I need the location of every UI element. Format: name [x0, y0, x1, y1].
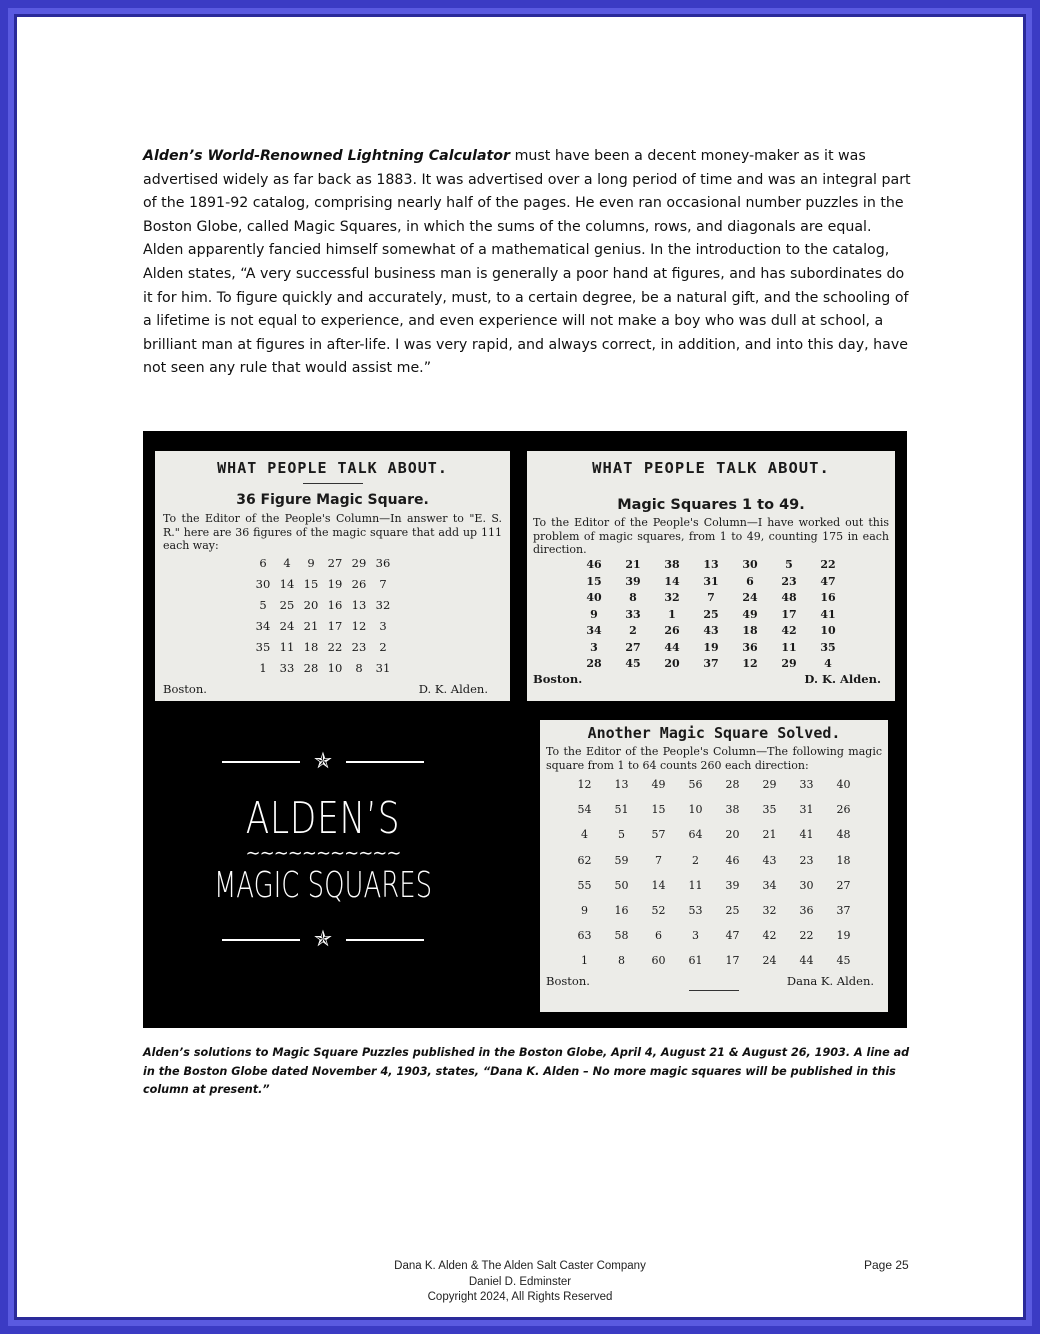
clipping-title: 36 Figure Magic Square.: [236, 492, 429, 508]
newspaper-clipping-36: [155, 451, 510, 701]
grid-cell: 38: [664, 558, 680, 572]
clipping-intro: To the Editor of the People's Column—The following magic square from 1 to 64 counts 260 each direction:: [546, 745, 882, 772]
grid-cell: 6: [259, 556, 267, 570]
grid-cell: 16: [820, 591, 836, 605]
grid-cell: 19: [703, 640, 719, 654]
grid-cell: 34: [586, 624, 602, 638]
grid-row: [251, 658, 395, 679]
grid-cell: 56: [688, 778, 703, 792]
grid-cell: 9: [590, 607, 598, 621]
grid-cell: 2: [379, 640, 387, 654]
squiggle-ornament-icon: ∼∼∼∼∼∼∼∼∼∼∼: [245, 843, 401, 864]
grid-cell: 31: [375, 661, 391, 675]
page-number: Page 25: [864, 1258, 909, 1272]
grid-row: [575, 557, 848, 574]
grid-cell: 28: [586, 657, 602, 671]
clipping-signature: D. K. Alden.: [418, 681, 488, 696]
grid-cell: 14: [651, 878, 666, 892]
grid-cell: 29: [762, 778, 777, 792]
grid-cell: 43: [703, 624, 719, 638]
clipping-signature-row: [163, 682, 502, 696]
footer-line-1: Dana K. Alden & The Alden Salt Caster Company: [394, 1260, 646, 1272]
grid-cell: 42: [781, 624, 797, 638]
clipping-heading: WHAT PEOPLE TALK ABOUT.: [592, 459, 830, 477]
logo-line-2: MAGIC SQUARES: [213, 865, 433, 906]
grid-row: [575, 573, 848, 590]
grid-cell: 26: [664, 624, 680, 638]
grid-row: [575, 639, 848, 656]
star-icon: ✯: [313, 749, 333, 774]
grid-cell: 49: [651, 778, 666, 792]
grid-cell: 30: [255, 577, 271, 591]
figure-caption: Alden’s solutions to Magic Square Puzzles published in the Boston Globe, April 4, August 21 & August 26, 1903. A line ad in the Boston Globe dated November 4, 1903, states, “Dana K. Alden – No more magic squares will be published in this column at present.”: [143, 1046, 910, 1096]
grid-cell: 49: [742, 607, 758, 621]
magic-squares-figure: [143, 431, 907, 1028]
grid-cell: 23: [799, 853, 814, 867]
grid-cell: 26: [836, 803, 851, 817]
grid-cell: 53: [688, 904, 703, 918]
aldens-magic-squares-logo: [203, 747, 443, 987]
grid-row: [575, 656, 848, 673]
grid-cell: 4: [283, 556, 291, 570]
grid-cell: 27: [327, 556, 343, 570]
grid-cell: 25: [703, 607, 719, 621]
lead-italic-phrase: Alden’s World-Renowned Lightning Calculator: [143, 148, 511, 164]
grid-cell: 17: [327, 619, 343, 633]
grid-cell: 40: [836, 778, 851, 792]
grid-cell: 7: [655, 853, 662, 867]
grid-cell: 32: [664, 591, 680, 605]
grid-cell: 46: [725, 853, 740, 867]
grid-row: [566, 948, 862, 973]
grid-cell: 31: [703, 574, 719, 588]
magic-square-grid: [575, 557, 848, 673]
grid-cell: 15: [303, 577, 319, 591]
grid-cell: 27: [836, 878, 851, 892]
grid-cell: 41: [820, 607, 836, 621]
body-paragraph-text: must have been a decent money-maker as it was advertised widely as far back as 1883. It was advertised over a long period of time and was an integral part of the 1891-92 catalog, comprising nearly half of the pages. He even ran occasional number puzzles in the Boston Globe, called Magic Squares, in which the sums of the columns, rows, and diagonals are equal. Alden apparently fancied himself somewhat of a mathematical genius. In the introduction to the catalog, Alden states, “A very successful business man is generally a poor hand at figures, and has subordinates do it for him. To figure quickly and accurately, must, to a certain degree, be a natural gift, and the schooling of a lifetime is not equal to experience, and even experience will not make a boy who was dull at school, a brilliant man at figures in after-life. I was very rapid, and always correct, in addition, and into this day, have not seen any rule that would assist me.”: [143, 148, 911, 377]
grid-cell: 3: [590, 640, 598, 654]
footer-line-2: Daniel D. Edminster: [468, 1275, 572, 1288]
grid-row: [566, 797, 862, 822]
grid-cell: 27: [625, 640, 641, 654]
clipping-title: Magic Squares 1 to 49.: [617, 497, 805, 513]
grid-cell: 18: [742, 624, 758, 638]
grid-cell: 3: [692, 929, 699, 943]
grid-cell: 13: [614, 778, 629, 792]
grid-cell: 12: [742, 657, 758, 671]
grid-cell: 11: [688, 878, 703, 892]
grid-cell: 29: [781, 657, 797, 671]
grid-cell: 45: [625, 657, 641, 671]
grid-row: [251, 595, 395, 616]
grid-cell: 34: [762, 878, 777, 892]
grid-cell: 35: [255, 640, 271, 654]
logo-top-ornament: [203, 747, 443, 777]
grid-cell: 50: [614, 878, 629, 892]
grid-cell: 22: [820, 558, 836, 572]
grid-cell: 59: [614, 853, 629, 867]
clipping-signature-row: [533, 672, 889, 686]
page-border: [8, 8, 1032, 1326]
divider: [303, 483, 363, 484]
grid-row: [575, 623, 848, 640]
grid-cell: 64: [688, 828, 703, 842]
grid-cell: 20: [664, 657, 680, 671]
grid-cell: 47: [725, 929, 740, 943]
grid-cell: 55: [577, 878, 592, 892]
grid-cell: 28: [725, 778, 740, 792]
grid-cell: 47: [820, 574, 836, 588]
grid-cell: 2: [692, 853, 699, 867]
grid-row: [566, 873, 862, 898]
grid-row: [566, 898, 862, 923]
grid-cell: 30: [799, 878, 814, 892]
grid-cell: 25: [279, 598, 295, 612]
grid-cell: 24: [279, 619, 295, 633]
grid-cell: 8: [629, 591, 637, 605]
grid-cell: 11: [781, 640, 797, 654]
grid-cell: 14: [664, 574, 680, 588]
grid-cell: 21: [762, 828, 777, 842]
grid-cell: 14: [279, 577, 295, 591]
grid-row: [566, 848, 862, 873]
grid-cell: 62: [577, 853, 592, 867]
grid-cell: 21: [625, 558, 641, 572]
grid-row: [251, 637, 395, 658]
magic-square-grid: [566, 772, 862, 974]
grid-row: [575, 590, 848, 607]
grid-cell: 52: [651, 904, 666, 918]
grid-cell: 15: [651, 803, 666, 817]
grid-cell: 41: [799, 828, 814, 842]
grid-cell: 29: [351, 556, 367, 570]
grid-cell: 13: [351, 598, 367, 612]
grid-cell: 4: [824, 657, 832, 671]
grid-cell: 61: [688, 954, 703, 968]
grid-cell: 38: [725, 803, 740, 817]
clipping-heading: WHAT PEOPLE TALK ABOUT.: [217, 459, 448, 477]
grid-cell: 48: [781, 591, 797, 605]
grid-cell: 22: [799, 929, 814, 943]
grid-row: [566, 923, 862, 948]
grid-cell: 10: [820, 624, 836, 638]
grid-row: [251, 616, 395, 637]
grid-cell: 54: [577, 803, 592, 817]
grid-row: [566, 822, 862, 847]
grid-cell: 9: [581, 904, 588, 918]
grid-cell: 33: [279, 661, 295, 675]
grid-cell: 20: [303, 598, 319, 612]
grid-cell: 37: [703, 657, 719, 671]
grid-cell: 3: [379, 619, 387, 633]
grid-cell: 21: [303, 619, 319, 633]
grid-cell: 33: [799, 778, 814, 792]
grid-row: [251, 574, 395, 595]
grid-cell: 6: [655, 929, 662, 943]
grid-cell: 51: [614, 803, 629, 817]
grid-cell: 60: [651, 954, 666, 968]
grid-cell: 18: [303, 640, 319, 654]
clipping-title: Another Magic Square Solved.: [587, 724, 841, 742]
grid-cell: 8: [355, 661, 363, 675]
clipping-place: Boston.: [533, 672, 583, 686]
grid-row: [251, 553, 395, 574]
divider: [689, 990, 739, 991]
grid-cell: 17: [725, 954, 740, 968]
grid-cell: 2: [629, 624, 637, 638]
grid-cell: 35: [762, 803, 777, 817]
grid-cell: 31: [799, 803, 814, 817]
grid-cell: 23: [781, 574, 797, 588]
grid-cell: 58: [614, 929, 629, 943]
grid-cell: 32: [762, 904, 777, 918]
grid-cell: 36: [742, 640, 758, 654]
grid-cell: 1: [581, 954, 588, 968]
grid-cell: 37: [836, 904, 851, 918]
grid-cell: 7: [707, 591, 715, 605]
grid-cell: 46: [586, 558, 602, 572]
clipping-place: Boston.: [546, 973, 590, 988]
clipping-place: Boston.: [163, 681, 207, 696]
grid-cell: 11: [279, 640, 295, 654]
grid-cell: 4: [581, 828, 588, 842]
grid-cell: 13: [703, 558, 719, 572]
grid-cell: 44: [664, 640, 680, 654]
grid-cell: 20: [725, 828, 740, 842]
grid-cell: 36: [799, 904, 814, 918]
grid-cell: 44: [799, 954, 814, 968]
grid-cell: 22: [327, 640, 343, 654]
grid-cell: 45: [836, 954, 851, 968]
grid-cell: 34: [255, 619, 271, 633]
grid-cell: 16: [327, 598, 343, 612]
grid-cell: 39: [625, 574, 641, 588]
star-icon: ✯: [313, 927, 333, 952]
grid-row: [566, 772, 862, 797]
grid-cell: 35: [820, 640, 836, 654]
grid-cell: 16: [614, 904, 629, 918]
grid-cell: 33: [625, 607, 641, 621]
grid-cell: 10: [327, 661, 343, 675]
grid-cell: 40: [586, 591, 602, 605]
grid-cell: 36: [375, 556, 391, 570]
grid-cell: 48: [836, 828, 851, 842]
logo-line-1: ALDEN’S: [245, 793, 401, 844]
grid-cell: 32: [375, 598, 391, 612]
grid-row: [575, 606, 848, 623]
grid-cell: 28: [303, 661, 319, 675]
grid-cell: 42: [762, 929, 777, 943]
grid-cell: 5: [259, 598, 267, 612]
grid-cell: 23: [351, 640, 367, 654]
footer-line-3: Copyright 2024, All Rights Reserved: [427, 1291, 613, 1303]
grid-cell: 26: [351, 577, 367, 591]
grid-cell: 17: [781, 607, 797, 621]
clipping-signature: D. K. Alden.: [804, 672, 881, 686]
grid-cell: 5: [785, 558, 793, 572]
grid-cell: 1: [668, 607, 676, 621]
grid-cell: 30: [742, 558, 758, 572]
grid-cell: 18: [836, 853, 851, 867]
newspaper-clipping-49: [527, 451, 895, 701]
grid-cell: 24: [762, 954, 777, 968]
grid-cell: 63: [577, 929, 592, 943]
clipping-signature: Dana K. Alden.: [786, 973, 874, 988]
grid-cell: 19: [327, 577, 343, 591]
grid-cell: 1: [259, 661, 267, 675]
logo-bottom-ornament: [203, 925, 443, 955]
newspaper-clipping-64: [540, 720, 888, 1012]
grid-cell: 57: [651, 828, 666, 842]
grid-cell: 25: [725, 904, 740, 918]
clipping-intro: To the Editor of the People's Column—I have worked out this problem of magic squares, from 1 to 49, counting 175 in each direction.: [533, 516, 889, 556]
grid-cell: 24: [742, 591, 758, 605]
body-paragraph: [143, 145, 913, 381]
magic-square-grid: [251, 553, 395, 679]
grid-cell: 7: [379, 577, 387, 591]
document-page: [26, 26, 1014, 1308]
grid-cell: 12: [351, 619, 367, 633]
grid-cell: 5: [618, 828, 625, 842]
grid-cell: 8: [618, 954, 625, 968]
grid-cell: 6: [746, 574, 754, 588]
grid-cell: 10: [688, 803, 703, 817]
grid-cell: 43: [762, 853, 777, 867]
clipping-signature-row: [546, 974, 882, 988]
grid-cell: 9: [307, 556, 315, 570]
grid-cell: 12: [577, 778, 592, 792]
grid-cell: 39: [725, 878, 740, 892]
grid-cell: 19: [836, 929, 851, 943]
clipping-intro: To the Editor of the People's Column—In answer to "E. S. R." here are 36 figures of the magic square that add up 111 each way:: [163, 512, 502, 552]
grid-cell: 15: [586, 574, 602, 588]
